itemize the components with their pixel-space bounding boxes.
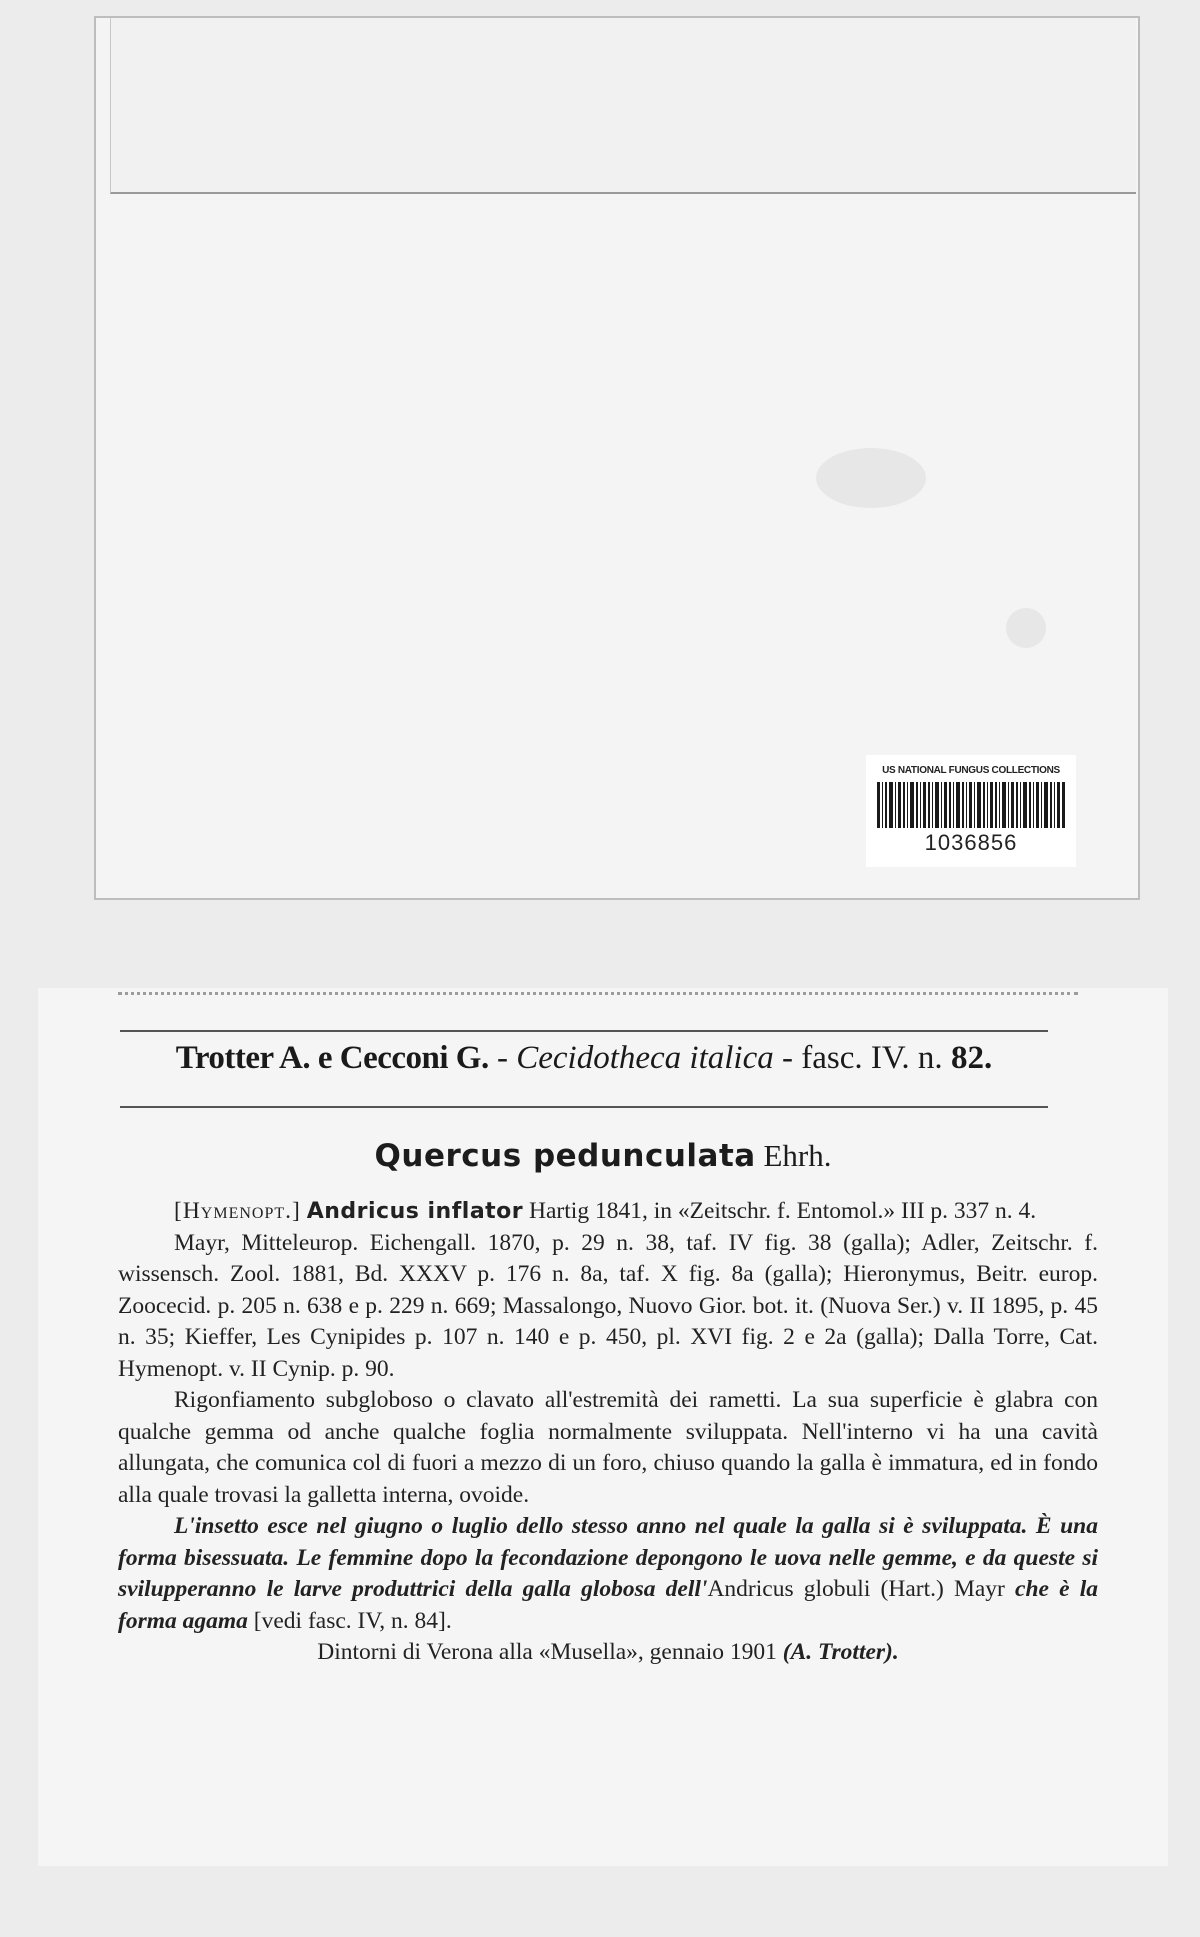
header-work-title: Cecidotheca italica [516, 1040, 774, 1076]
collector: (A. Trotter). [782, 1639, 899, 1665]
header-separator: - [773, 1040, 802, 1076]
species-citation: Hartig 1841, in «Zeitschr. f. Entomol.» III p. 337 n. 4. [523, 1198, 1037, 1224]
envelope-flap [110, 18, 1136, 194]
header-authors: Trotter A. e Cecconi G. [175, 1040, 489, 1076]
barcode-icon [877, 782, 1065, 828]
envelope-stain [816, 448, 926, 508]
biology-text: L'insetto esce nel giugno o luglio dello stesso anno nel quale la galla si è sviluppata. È una forma bisessuata. Le femmine dopo la fecondazione depongono le uova nelle gemme, e da queste si svilupperanno le larve produttrici della galla globosa dell' [118, 1513, 1098, 1602]
envelope-stain [1006, 608, 1046, 648]
host-plant [38, 1138, 1168, 1174]
biology-ref-fasc: [vedi fasc. IV, n. 84]. [247, 1607, 452, 1634]
locality-line [118, 1637, 1098, 1669]
specimen-envelope [94, 16, 1140, 900]
barcode-org: US NATIONAL FUNGUS COLLECTIONS [882, 765, 1060, 776]
host-name: Quercus pedunculata [374, 1138, 756, 1174]
barcode-number: 1036856 [924, 830, 1018, 855]
barcode-label [866, 755, 1076, 867]
header-fascicle: fasc. IV. n. [801, 1040, 951, 1076]
header-separator: - [488, 1040, 517, 1076]
biology-paragraph [118, 1511, 1098, 1637]
species-order: [Hymenopt.] [174, 1198, 301, 1224]
host-author: Ehrh. [755, 1138, 832, 1173]
species-name: Andricus inflator [306, 1199, 524, 1224]
species-paragraph [118, 1196, 1098, 1228]
label-body [118, 1196, 1098, 1669]
references-paragraph: Mayr, Mitteleurop. Eichengall. 1870, p. 29 n. 38, taf. IV fig. 38 (galla); Adler, Zeitschr. f. wissensch. Zool. 1881, Bd. XXXV p. 176 n. 8a, taf. X fig. 8a (galla); Hieronymus, Beitr. europ. Zoocecid. p. 205 n. 638 e p. 229 n. 669; Massalongo, Nuovo Gior. bot. it. (Nuova Ser.) v. II 1895, p. 45 n. 35; Kieffer, Les Cynipides p. 107 n. 140 e p. 450, pl. XVI fig. 2 e 2a (galla); Dalla Torre, Cat. Hymenopt. v. II Cynip. p. 90. [118, 1229, 1098, 1382]
locality-text: Dintorni di Verona alla «Musella», gennaio 1901 [317, 1639, 783, 1665]
printed-label [38, 988, 1168, 1866]
label-top-border [118, 992, 1078, 995]
biology-text-2: che è la forma agama [118, 1576, 1099, 1634]
header-rule-top [120, 1030, 1048, 1032]
header-number: 82. [950, 1040, 993, 1076]
description-paragraph: Rigonfiamento subgloboso o clavato all'estremità dei rametti. La sua superficie è glabra con qualche gemma od anche qualche foglia normalmente sviluppata. Nell'interno vi ha una cavità allungata, che comunica col di fuori a mezzo di un foro, chiuso quando la galla è immatura, ed in fondo alla quale trovasi la galletta interna, ovoide. [118, 1387, 1098, 1508]
header-rule-bottom [120, 1106, 1048, 1108]
label-header [120, 1040, 1048, 1077]
biology-ref-species: Andricus globuli (Hart.) Mayr [707, 1576, 1005, 1602]
